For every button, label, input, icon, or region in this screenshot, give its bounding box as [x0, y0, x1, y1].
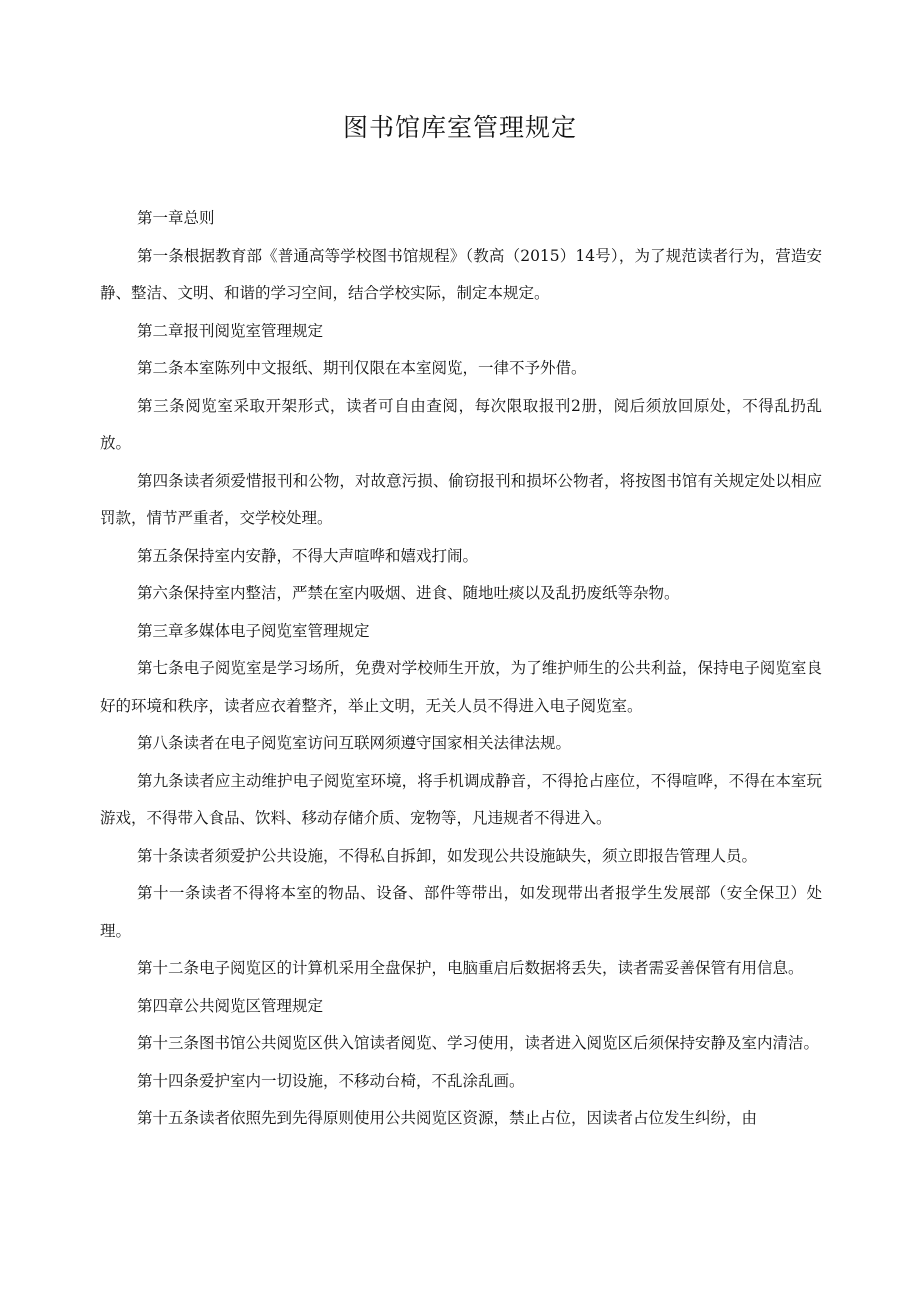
article-paragraph: 第八条读者在电子阅览室访问互联网须遵守国家相关法律法规。	[137, 734, 572, 752]
chapter-heading: 第四章公共阅览区管理规定	[137, 996, 324, 1015]
article-paragraph: 第十二条电子阅览区的计算机采用全盘保护，电脑重启后数据将丢失，读者需妥善保管有用信息。	[137, 959, 804, 977]
chapter-heading: 第一章总则	[137, 209, 215, 227]
chapter-heading: 第二章报刊阅览室管理规定	[137, 321, 324, 340]
document-body	[100, 200, 822, 1138]
article-paragraph: 第十五条读者依照先到先得原则使用公共阅览区资源，禁止占位，因读者占位发生纠纷，由	[137, 1109, 758, 1127]
article-paragraph: 第一条根据教育部《普通高等学校图书馆规程》（教高（2015）14号），为了规范读者行为，营造安静、整洁、文明、和谐的学习空间，结合学校实际，制定本规定。	[100, 246, 822, 302]
document-title: 图书馆库室管理规定	[342, 113, 577, 142]
article-paragraph: 第三条阅览室采取开架形式，读者可自由查阅，每次限取报刊2册，阅后须放回原处，不得乱扔乱放。	[100, 396, 822, 452]
article-paragraph: 第二条本室陈列中文报纸、期刊仅限在本室阅览，一律不予外借。	[137, 359, 587, 377]
article-paragraph: 第九条读者应主动维护电子阅览室环境，将手机调成静音，不得抢占座位，不得喧哗，不得在本室玩游戏，不得带入食品、饮料、移动存储介质、宠物等，凡违规者不得进入。	[100, 771, 822, 827]
chapter-heading: 第三章多媒体电子阅览室管理规定	[137, 621, 370, 640]
article-paragraph: 第五条保持室内安静，不得大声喧哗和嬉戏打闹。	[137, 546, 479, 565]
article-paragraph: 第六条保持室内整洁，严禁在室内吸烟、进食、随地吐痰以及乱扔废纸等杂物。	[137, 584, 680, 602]
article-paragraph: 第十四条爱护室内一切设施，不移动台椅，不乱涂乱画。	[137, 1071, 525, 1090]
article-paragraph: 第十一条读者不得将本室的物品、设备、部件等带出，如发现带出者报学生发展部（安全保卫）处理。	[100, 884, 822, 940]
article-paragraph: 第十三条图书馆公共阅览区供入馆读者阅览、学习使用，读者进入阅览区后须保持安静及室内清洁。	[137, 1034, 820, 1052]
article-paragraph: 第四条读者须爱惜报刊和公物，对故意污损、偷窃报刊和损坏公物者，将按图书馆有关规定处以相应罚款，情节严重者，交学校处理。	[100, 471, 822, 527]
article-paragraph: 第七条电子阅览室是学习场所，免费对学校师生开放，为了维护师生的公共利益，保持电子阅览室良好的环境和秩序，读者应衣着整齐，举止文明，无关人员不得进入电子阅览室。	[100, 659, 822, 715]
article-paragraph: 第十条读者须爱护公共设施，不得私自拆卸，如发现公共设施缺失，须立即报告管理人员。	[137, 846, 758, 865]
